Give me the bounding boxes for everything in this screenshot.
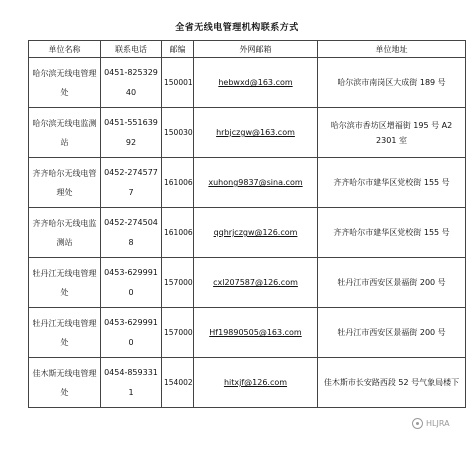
unit-name: 齐齐哈尔无线电监测站 — [29, 208, 101, 258]
table-row — [29, 58, 466, 108]
phone-number: 0452-2745048 — [101, 208, 162, 258]
table-header-row — [29, 41, 466, 58]
postal-code: 150030 — [162, 108, 194, 158]
address: 齐齐哈尔市建华区党校街 155 号 — [318, 158, 466, 208]
table-row — [29, 308, 466, 358]
page-title: 全省无线电管理机构联系方式 — [175, 23, 299, 33]
postal-code: 150001 — [162, 58, 194, 108]
email-cell — [194, 108, 318, 158]
email-link[interactable]: cxl207587@126.com — [213, 278, 298, 287]
postal-code: 154002 — [162, 358, 194, 408]
email-cell — [194, 158, 318, 208]
phone-number: 0452-2745777 — [101, 158, 162, 208]
header-email: 外网邮箱 — [194, 41, 318, 58]
contacts-table — [28, 40, 466, 408]
unit-name: 哈尔滨无线电监测站 — [29, 108, 101, 158]
watermark — [412, 418, 450, 429]
wechat-icon — [412, 418, 423, 429]
header-unit: 单位名称 — [29, 41, 101, 58]
postal-code: 157000 — [162, 258, 194, 308]
unit-name: 佳木斯无线电管理处 — [29, 358, 101, 408]
postal-code: 161006 — [162, 208, 194, 258]
address: 哈尔滨市南岗区大成街 189 号 — [318, 58, 466, 108]
unit-name: 牡丹江无线电管理处 — [29, 258, 101, 308]
table-row — [29, 258, 466, 308]
email-cell — [194, 258, 318, 308]
email-link[interactable]: Hf19890505@163.com — [209, 328, 302, 337]
header-phone: 联系电话 — [101, 41, 162, 58]
email-link[interactable]: xuhong9837@sina.com — [208, 178, 303, 187]
address: 齐齐哈尔市建华区党校街 155 号 — [318, 208, 466, 258]
phone-number: 0454-8593311 — [101, 358, 162, 408]
table-row — [29, 158, 466, 208]
unit-name: 牡丹江无线电管理处 — [29, 308, 101, 358]
phone-number: 0453-6299910 — [101, 308, 162, 358]
email-cell — [194, 208, 318, 258]
email-cell — [194, 308, 318, 358]
table-row — [29, 108, 466, 158]
postal-code: 161006 — [162, 158, 194, 208]
phone-number: 0453-6299910 — [101, 258, 162, 308]
phone-number: 0451-82532940 — [101, 58, 162, 108]
address: 牡丹江市西安区景福街 200 号 — [318, 308, 466, 358]
watermark-text: HLJRA — [426, 419, 450, 428]
email-link[interactable]: hitxjf@126.com — [223, 378, 288, 387]
table-row — [29, 358, 466, 408]
phone-number: 0451-55163992 — [101, 108, 162, 158]
table-row — [29, 208, 466, 258]
email-link[interactable]: qqhrjczgw@126.com — [213, 228, 298, 237]
email-cell — [194, 58, 318, 108]
address: 哈尔滨市香坊区增福街 195 号 A2 2301 室 — [318, 108, 466, 158]
unit-name: 齐齐哈尔无线电管理处 — [29, 158, 101, 208]
email-cell — [194, 358, 318, 408]
email-link[interactable]: hrbjczgw@163.com — [216, 128, 295, 137]
address: 佳木斯市长安路西段 52 号气象局楼下 — [318, 358, 466, 408]
address: 牡丹江市西安区景福街 200 号 — [318, 258, 466, 308]
header-zip: 邮编 — [162, 41, 194, 58]
unit-name: 哈尔滨无线电管理处 — [29, 58, 101, 108]
email-link[interactable]: hebwxd@163.com — [218, 78, 293, 87]
postal-code: 157000 — [162, 308, 194, 358]
header-address: 单位地址 — [318, 41, 466, 58]
